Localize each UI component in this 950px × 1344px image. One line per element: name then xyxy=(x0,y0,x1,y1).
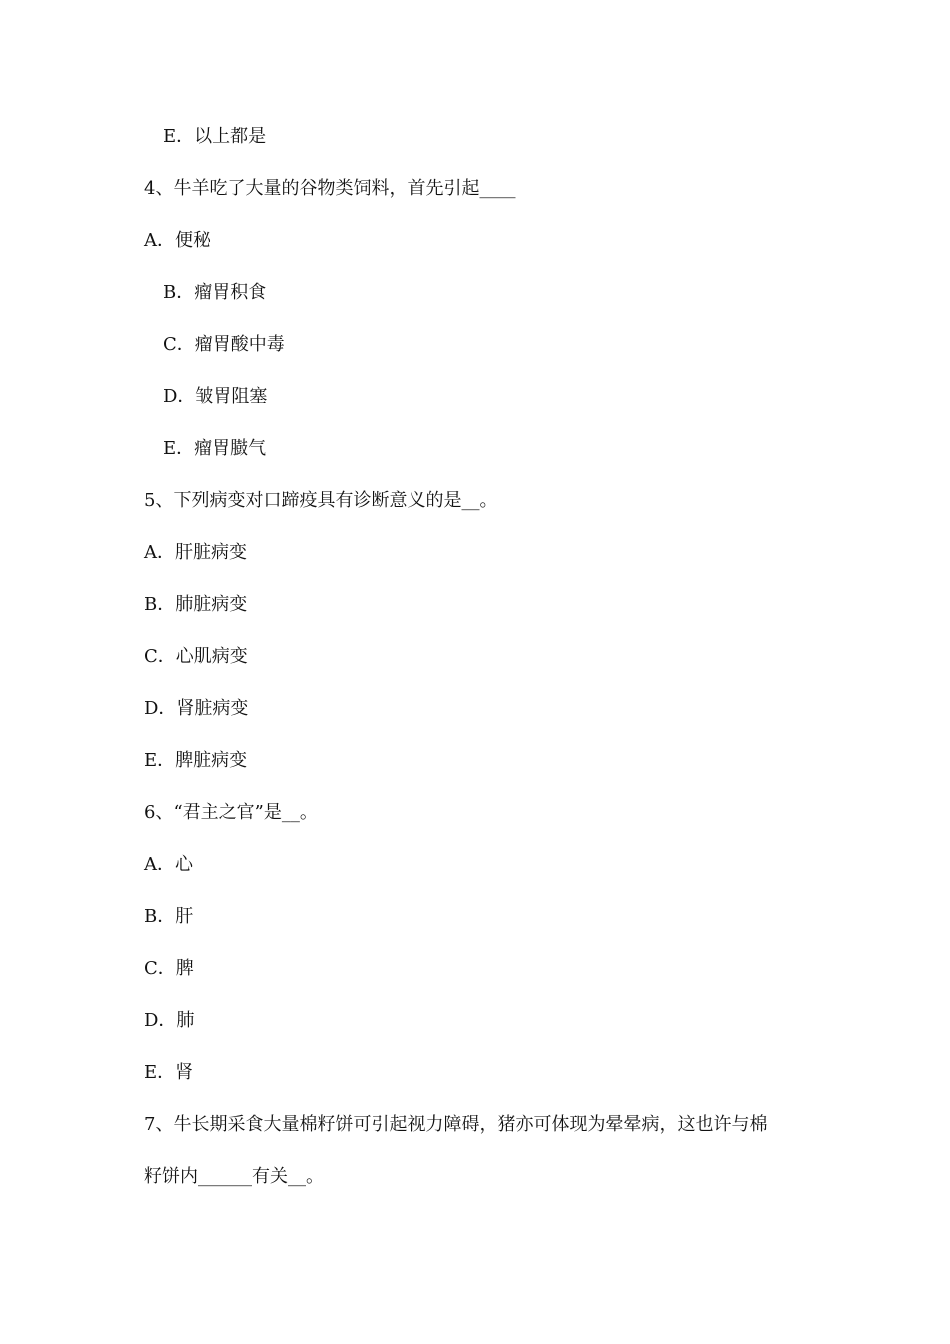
q5-option-d: D．肾脏病变 xyxy=(144,698,249,719)
q4-option-b: B．瘤胃积食 xyxy=(163,282,267,303)
q4-option-c: C．瘤胃酸中毒 xyxy=(163,334,285,355)
q6-option-a: A．心 xyxy=(144,854,193,875)
q7-question-line2: 籽饼内______有关__。 xyxy=(144,1166,324,1187)
q4-question: 4、牛羊吃了大量的谷物类饲料，首先引起____ xyxy=(144,178,516,199)
q5-option-b: B．肺脏病变 xyxy=(144,594,248,615)
q5-question: 5、下列病变对口蹄疫具有诊断意义的是__。 xyxy=(144,490,498,511)
q6-option-c: C．脾 xyxy=(144,958,194,979)
q5-option-a: A．肝脏病变 xyxy=(144,542,247,563)
q5-option-c: C．心肌病变 xyxy=(144,646,248,667)
q6-option-b: B．肝 xyxy=(144,906,194,927)
q3-option-e: E．以上都是 xyxy=(163,126,267,147)
q7-question-line1: 7、牛长期采食大量棉籽饼可引起视力障碍，猪亦可体现为晕晕病，这也许与棉 xyxy=(144,1114,768,1135)
q5-option-e: E．脾脏病变 xyxy=(144,750,248,771)
q4-option-d: D．皱胃阻塞 xyxy=(163,386,268,407)
q6-option-d: D．肺 xyxy=(144,1010,195,1031)
q6-question: 6、“君主之官”是__。 xyxy=(144,802,318,823)
q4-option-a: A．便秘 xyxy=(144,230,211,251)
q4-option-e: E．瘤胃臌气 xyxy=(163,438,267,459)
q6-option-e: E．肾 xyxy=(144,1062,194,1083)
